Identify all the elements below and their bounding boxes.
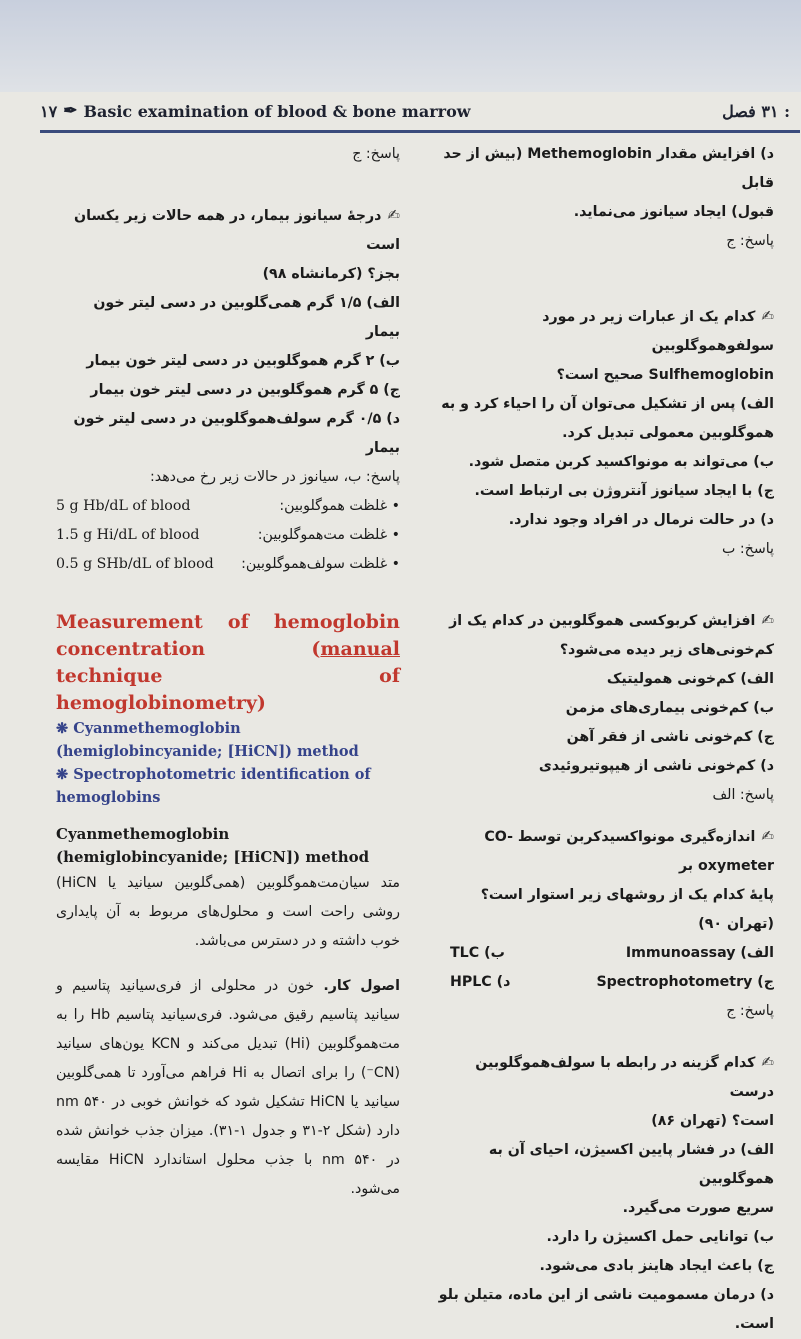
option-row (430, 968, 774, 997)
question-line: قبول) ایجاد سیانوز می‌نماید. (573, 204, 774, 220)
option-line: ج) کم‌خونی ناشی از فقر آهن (566, 729, 774, 745)
page-number: ۱۷ (40, 101, 58, 121)
right-column (430, 140, 774, 1339)
question-block (430, 606, 774, 810)
pencil-icon: ✍ (387, 206, 400, 224)
question-block (430, 140, 774, 256)
answer-text: پاسخ: ج (352, 146, 400, 162)
option-a: الف) Immunoassay (625, 945, 774, 961)
option-line: ب) ۲ گرم هموگلوبین در دسی لیتر خون بیمار (86, 353, 400, 369)
question-line: است؟ (تهران ۸۶) (651, 1113, 774, 1129)
bullet-item: • غلظت هموگلوبین: 5 g Hb/dL of blood (56, 498, 400, 514)
header-title: Basic examination of blood & bone marrow (83, 101, 471, 121)
question-line: د) افزایش مقدار Methemoglobin (بیش از حد قابل (443, 146, 774, 191)
subsection-item: ❋ Cyanmethemoglobin (hemiglobincyanide; [HiCN]) method (56, 720, 359, 760)
option-line: د) در حالت نرمال در افراد وجود ندارد. (508, 512, 774, 528)
question-line: بجز؟ (کرمانشاه ۹۸) (262, 266, 400, 282)
header-rule (40, 130, 800, 133)
option-b: ب) TLC (450, 945, 505, 961)
answer-text: پاسخ: الف (712, 787, 774, 803)
running-header (40, 92, 790, 130)
section-title: Measurement of hemoglobin concentration (manual technique of hemoglobinometry) (56, 611, 400, 714)
option-row (430, 939, 774, 968)
option-line: سریع صورت می‌گیرد. (622, 1200, 774, 1216)
option-line: الف) پس از تشکیل می‌توان آن را احیاء کرد و به (441, 396, 774, 412)
option-line: الف) ۱/۵ گرم همی‌گلوبین در دسی لیتر خون بیمار (93, 295, 400, 340)
question-line: ✍کدام گزینه در رابطه با سولف‌هموگلوبین درست (475, 1053, 774, 1100)
answer-text: پاسخ: ج (726, 1003, 774, 1019)
question-line: ✍افزایش کربوکسی هموگلوبین در کدام یک از (449, 611, 774, 629)
question-block (430, 302, 774, 564)
question-line: ✍کدام یک از عبارات زیر در مورد سولفوهموگلوبین (542, 307, 774, 354)
paragraph: اصول کار. خون در محلولی از فری‌سیانید پتاسیم و سیانید پتاسیم رقیق می‌شود. فری‌سیانید پتاسیم Hb را به مت‌هموگلوبین (Hi) تبدیل می‌کند و KCN یون‌های سیانید (CN⁻) را برای اتصال به Hi فراهم می‌آورد تا همی‌گلوبین سیانید یا HiCN تشکیل شود که خوانش خوبی در ۵۴۰ nm دارد (شکل ۲-۳۱ و جدول ۱-۳۱). میزان جذب خوانش شده در ۵۴۰ nm با جذب محلول استاندارد HiCN مقایسه می‌شود. (56, 978, 401, 1197)
question-block (430, 822, 774, 1026)
question-line: پایهٔ کدام یک از روشهای زیر استوار است؟ (تهران ۹۰) (480, 887, 774, 932)
option-line: ج) ۵ گرم هموگلوبین در دسی لیتر خون بیمار (90, 382, 400, 398)
option-c: ج) Spectrophotometry (596, 974, 774, 990)
option-line: الف) کم‌خونی همولیتیک (606, 671, 774, 687)
option-line: د) ۰/۵ گرم سولف‌هموگلوبین در دسی لیتر خون بیمار (73, 411, 400, 456)
book-logo-icon: ✒ (63, 101, 78, 121)
chapter-label: : ۳۱ فصل (722, 101, 790, 121)
pencil-icon: ✍ (761, 1053, 774, 1071)
answer-text: پاسخ: ب (722, 541, 774, 557)
bullet-item: • غلظت سولف‌هموگلوبین: 0.5 g SHb/dL of blood (56, 556, 400, 572)
left-column (56, 140, 400, 1204)
option-line: الف) در فشار پایین اکسیژن، احیای آن به هموگلوبین (488, 1142, 774, 1187)
paragraph: متد سیان‌مت‌هموگلوبین (همی‌گلوبین سیانید یا HiCN) روشی راحت است و محلول‌های مربوط به آن پایداری خوب داشته و در دسترس می‌باشد. (56, 875, 400, 949)
option-line: ج) باعث ایجاد هاینز بادی می‌شود. (539, 1258, 774, 1274)
page-top-shadow (0, 0, 801, 92)
option-line: است. (734, 1316, 774, 1332)
option-line: ب) توانایی حمل اکسیژن را دارد. (546, 1229, 774, 1245)
answer-text: پاسخ: ب، سیانوز در حالات زیر رخ می‌دهد: (149, 469, 400, 485)
option-line: د) درمان مسمومیت ناشی از این ماده، متیلن بلو (438, 1287, 774, 1303)
pencil-icon: ✍ (761, 827, 774, 845)
subsection-item: ❋ Spectrophotometric identification of hemoglobins (56, 766, 371, 806)
answer-text: پاسخ: ج (726, 233, 774, 249)
pencil-icon: ✍ (761, 307, 774, 325)
method-heading: Cyanmethemoglobin (hemiglobincyanide; [HiCN]) method (56, 825, 370, 866)
option-d: د) HPLC (450, 974, 511, 990)
option-line: هموگلوبین معمولی تبدیل کرد. (562, 425, 774, 441)
question-line: Sulfhemoglobin صحیح است؟ (556, 367, 774, 383)
bullet-item: • غلظت مت‌هموگلوبین: 1.5 g Hi/dL of blood (56, 527, 400, 543)
question-line: ✍اندازه‌گیری مونواکسیدکربن توسط CO-oxymeter بر (484, 827, 774, 874)
option-line: ب) کم‌خونی بیماری‌های مزمن (565, 700, 774, 716)
question-block (56, 201, 400, 579)
question-line: کم‌خونی‌های زیر دیده می‌شود؟ (559, 642, 774, 658)
pencil-icon: ✍ (761, 611, 774, 629)
question-line: ✍درجهٔ سیانوز بیمار، در همه حالات زیر یکسان است (74, 206, 400, 253)
option-line: ج) با ایجاد سیانوز آنتروژن بی ارتباط است. (474, 483, 774, 499)
question-block (430, 1048, 774, 1339)
option-line: ب) می‌تواند به مونواکسید کربن متصل شود. (468, 454, 774, 470)
option-line: د) کم‌خونی ناشی از هیپوتیروئیدی (538, 758, 774, 774)
